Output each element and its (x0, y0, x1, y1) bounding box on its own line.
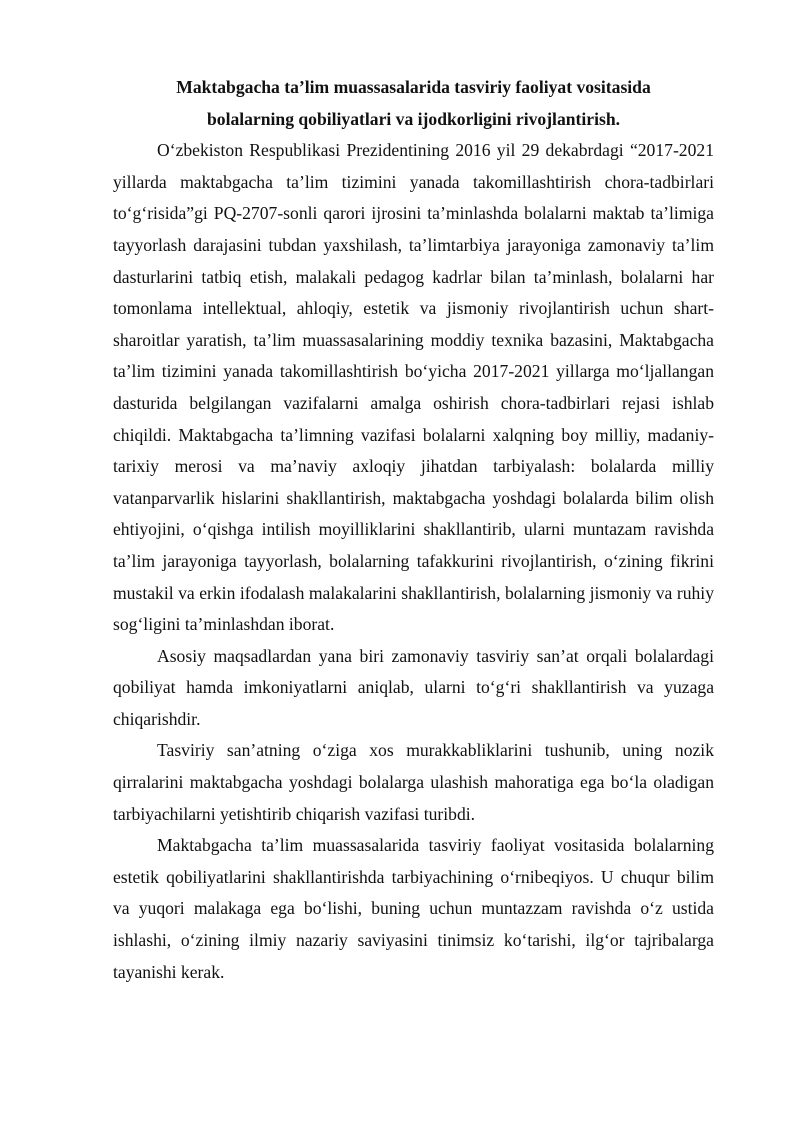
title-line-1: Maktabgacha ta’lim muassasalarida tasviriy faoliyat vositasida (176, 77, 651, 97)
paragraph-main-goal: Asosiy maqsadlardan yana biri zamonaviy tasviriy san’at orqali bolalardagi qobiliyat hamda imkoniyatlarni aniqlab, ularni to‘g‘ri shakllantirish va yuzaga chiqarishdir. (113, 645, 714, 729)
document-title (113, 72, 714, 135)
title-line-2: bolalarning qobiliyatlari va ijodkorligini rivojlantirish. (206, 108, 620, 129)
paragraph-educator-role: Maktabgacha ta’lim muassasalarida tasviriy faoliyat vositasida bolalarning estetik qobiliyatlarini shakllantirishda tarbiyachining o‘rnibeqiyos. U chuqur bilim va yuqori malakaga ega bo‘lishi, buning uchun muntazzam ravishda o‘z ustida ishlashi, o‘zining ilmiy nazariy saviyasini tinimsiz ko‘tarishi, ilg‘or tajribalarga tayanishi kerak. (113, 835, 714, 982)
paragraph-intro: O‘zbekiston Respublikasi Prezidentining 2016 yil 29 dekabrdagi “2017-2021 yillarda maktabgacha ta’lim tizimini yanada takomillashtirish chora-tadbirlari to‘g‘risida”gi PQ-2707-sonli qarori ijrosini ta’minlashda bolalarni maktab ta’limiga tayyorlash darajasini tubdan yaxshilash, ta’limtarbiya jarayoniga zamonaviy ta’lim dasturlarini tatbiq etish, malakali pedagog kadrlar bilan ta’minlash, bolalarni har tomonlama intellektual, ahloqiy, estetik va jismoniy rivojlantirish uchun shart-sharoitlar yaratish, ta’lim muassasalarining moddiy texnika bazasini, Maktabgacha ta’lim tizimini yanada takomillashtirish bo‘yicha 2017-2021 yillarga mo‘ljallangan dasturida belgilangan vazifalarni amalga oshirish chora-tadbirlari rejasi ishlab chiqildi. Maktabgacha ta’limning vazifasi bolalarni xalqning boy milliy, madaniy-tarixiy merosi va ma’naviy axloqiy jihatdan tarbiyalash: bolalarda milliy vatanparvarlik hislarini shakllantirish, maktabgacha yoshdagi bolalarda bilim olish ehtiyojini, o‘qishga intilish moyilliklarini shakllantirib, ularni muntazam ravishda ta’lim jarayoniga tayyorlash, bolalarning tafakkurini rivojlantirish, o‘zining fikrini mustakil va erkin ifodalash malakalarini shakllantirish, bolalarning jismoniy va ruhiy sog‘ligini ta’minlashdan iborat. (113, 140, 714, 635)
paragraph-educator-task: Tasviriy san’atning o‘ziga xos murakkabliklarini tushunib, uning nozik qirralarini maktabgacha yoshdagi bolalarga ulashish mahoratiga ega bo‘la oladigan tarbiyachilarni yetishtirib chiqarish vazifasi turibdi. (113, 740, 714, 824)
